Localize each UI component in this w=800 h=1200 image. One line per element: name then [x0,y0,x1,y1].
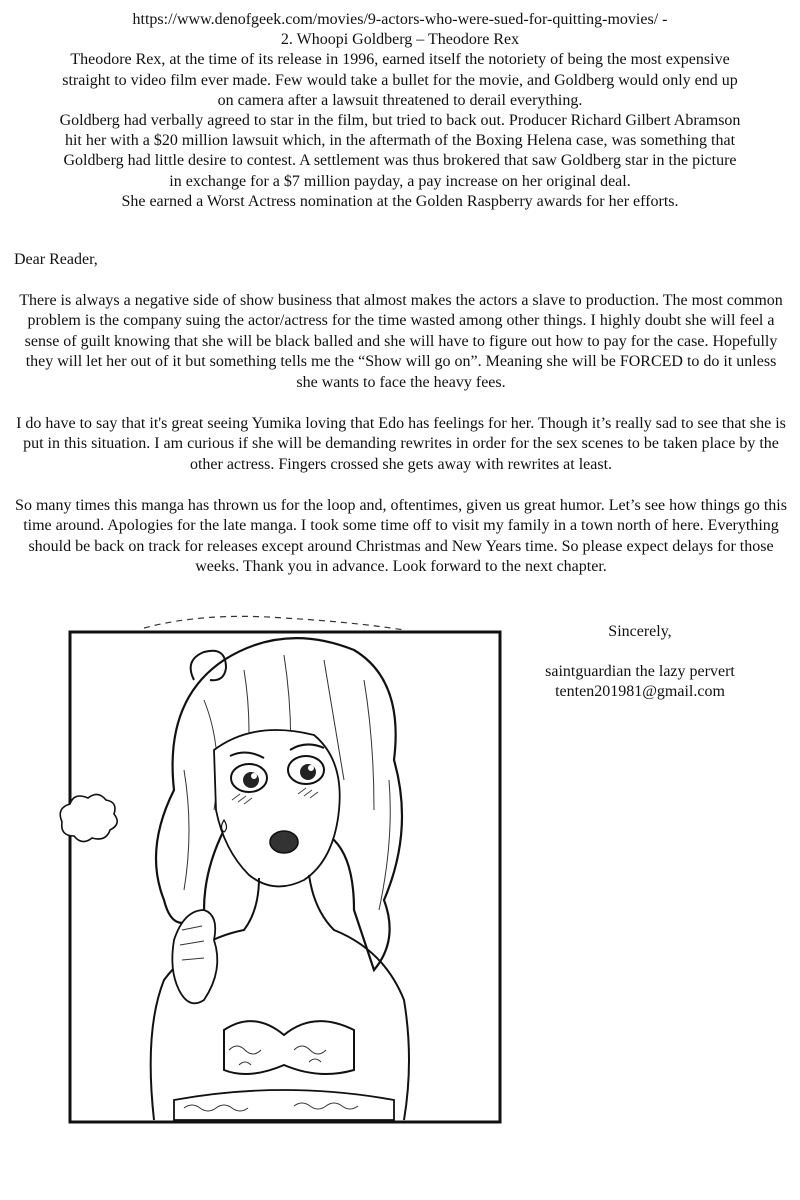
article-line: straight to video film ever made. Few would take a bullet for the movie, and Goldberg would only end up [62,71,738,89]
letter-paragraph-3: So many times this manga has thrown us for the loop and, oftentimes, given us great humor. Let’s see how things go this time around. Apologies for the late manga. I took some time off to visit my family in a town north of here. Everything should be back on track for releases except around Christmas and New Years time. So please expect delays for those weeks. Thank you in advance. Look forward to the next chapter. [15,496,787,575]
motion-lines [144,616,404,630]
letter-body [14,250,788,598]
signoff-block [520,622,760,702]
author-name: saintguardian the lazy pervert [545,663,735,680]
source-header [10,10,790,212]
author-email: tenten201981@gmail.com [555,683,725,700]
article-line: on camera after a lawsuit threatened to derail everything. [217,91,583,109]
letter-paragraph-1: There is always a negative side of show business that almost makes the actors a slave to production. The most common problem is the company suing the actor/actress for the time wasted among other things. I highly doubt she will feel a sense of guilt knowing that she will be black balled and she will have to figure out how to pay for the case. Hopefully they will let her out of it but something tells me the “Show will go on”. Meaning she will be FORCED to do it unless she wants to face the heavy fees. [19,291,783,391]
face [214,730,340,886]
letter-greeting: Dear Reader, [14,251,98,268]
letter-paragraph-2: I do have to say that it's great seeing Yumika loving that Edo has feelings for her. Though it’s really sad to see that she is put in this situation. I am curious if she will be demanding rewrites in order for the sex scenes to be taken place by the other actress. Fingers crossed she gets away with rewrites at least. [16,414,786,473]
lace-waist [174,1090,394,1120]
right-pupil [300,764,316,780]
manga-illustration [54,610,514,1130]
article-line: Goldberg had verbally agreed to star in the film, but tried to back out. Producer Richard Gilbert Abramson [59,112,741,130]
raised-hand [172,910,217,1003]
manga-girl-drawing [54,610,514,1130]
article-line: She earned a Worst Actress nomination at the Golden Raspberry awards for her efforts. [121,192,679,210]
closing-text: Sincerely, [608,623,672,640]
left-pupil [243,772,259,788]
lace-top [224,1021,354,1074]
article-subtitle: 2. Whoopi Goldberg – Theodore Rex [280,31,520,49]
article-line: in exchange for a $7 million payday, a pay increase on her original deal. [169,172,631,190]
article-line: hit her with a $20 million lawsuit which, in the aftermath of the Boxing Helena case, was something that [64,132,736,150]
open-mouth [270,831,298,853]
source-url: https://www.denofgeek.com/movies/9-actors-who-were-sued-for-quitting-movies/ - [132,11,668,28]
article-line: Goldberg had little desire to contest. A settlement was thus brokered that saw Goldberg star in the picture [63,152,737,170]
article-line: Theodore Rex, at the time of its release in 1996, earned itself the notoriety of being the most expensive [70,51,730,69]
